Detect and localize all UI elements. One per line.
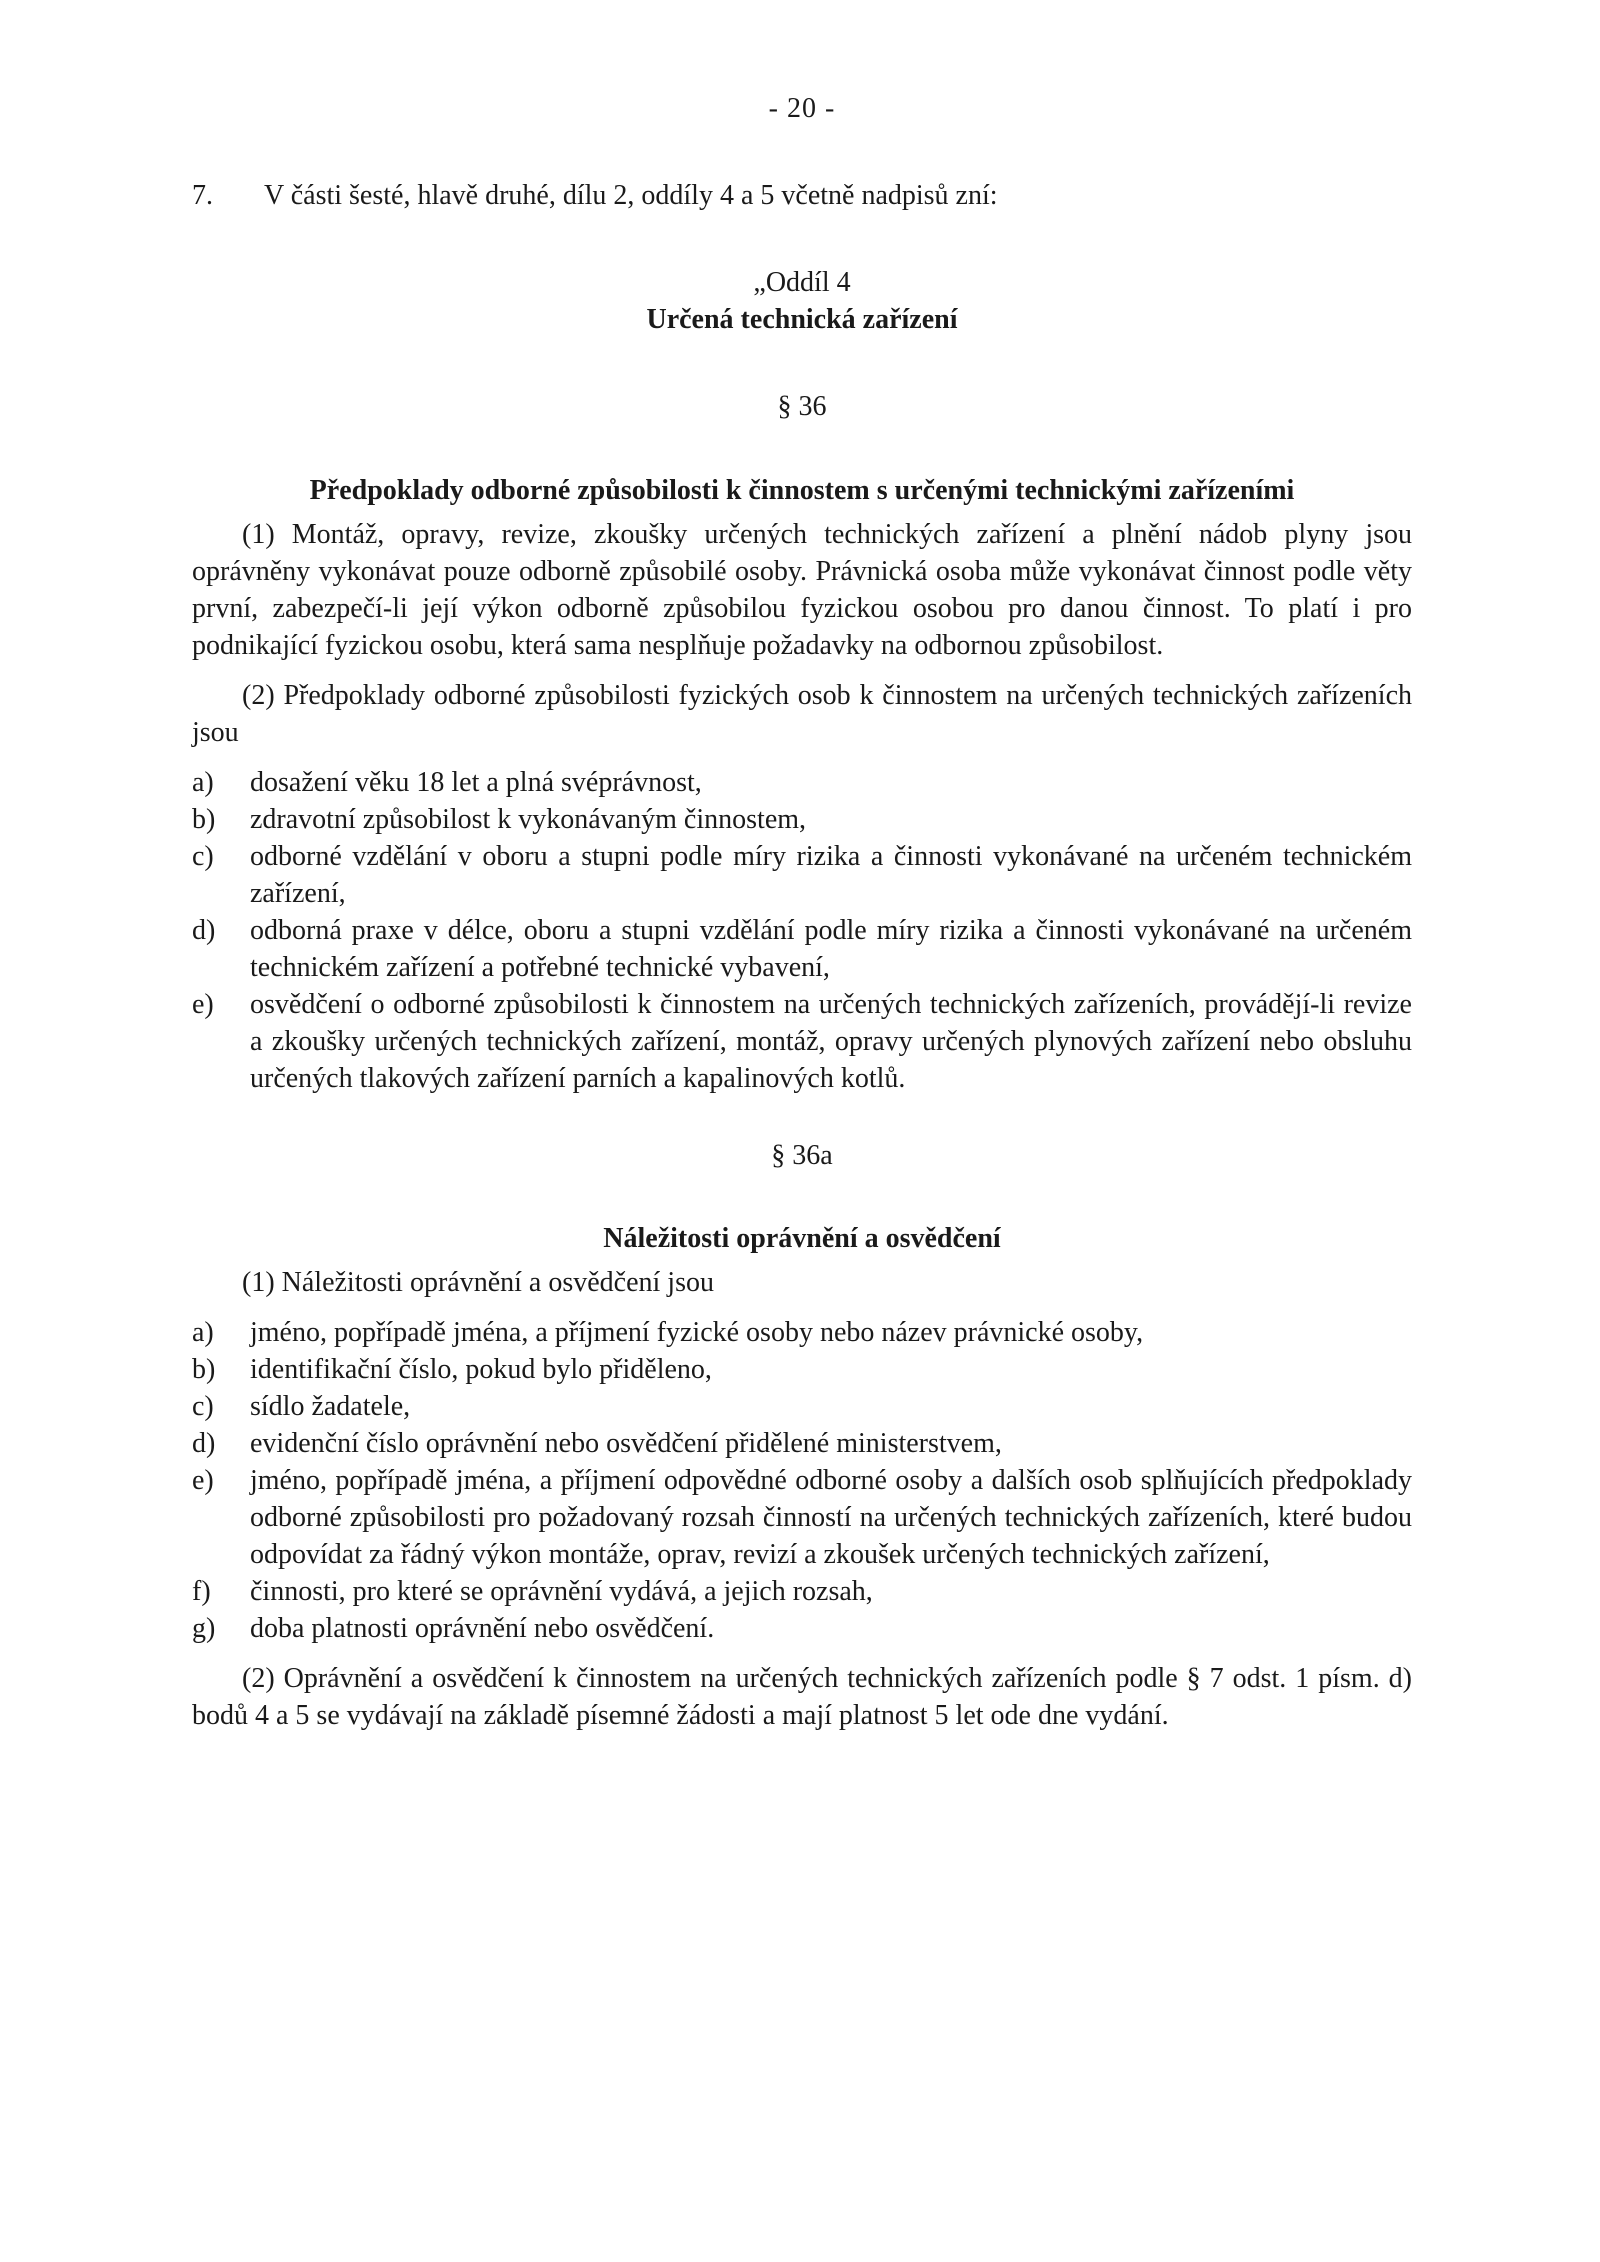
- list-letter: c): [192, 841, 214, 872]
- list-text: zdravotní způsobilost k vykonávaným činnostem,: [250, 804, 807, 835]
- list-letter: f): [192, 1576, 211, 1607]
- section-title: Určená technická zařízení: [646, 304, 958, 335]
- list-text: doba platnosti oprávnění nebo osvědčení.: [250, 1613, 715, 1644]
- list-item: [192, 1425, 1412, 1462]
- list-item: [192, 1610, 1412, 1647]
- list-item: [192, 1388, 1412, 1425]
- list-text: jméno, popřípadě jména, a příjmení fyzické osoby nebo název právnické osoby,: [250, 1317, 1144, 1348]
- s36-subsection-1: (1) Montáž, opravy, revize, zkoušky určených technických zařízení a plnění nádob plyny jsou oprávněny vykonávat pouze odborně způsobilé osoby. Právnická osoba může vykonávat činnost podle věty první, zabezpečí-li její výkon odborně způsobilou fyzickou osobou pro danou činnost. To platí i pro podnikající fyzickou osobu, která sama nesplňuje požadavky na odbornou způsobilost.: [192, 519, 1412, 661]
- list-item: [192, 1351, 1412, 1388]
- document-page: [192, 90, 1412, 1747]
- list-text: sídlo žadatele,: [250, 1391, 411, 1422]
- list-text: osvědčení o odborné způsobilosti k činnostem na určených technických zařízeních, provádějí-li revize a zkoušky určených technických zařízení, montáž, opravy určených plynových zařízení nebo obsluhu určených tlakových zařízení parních a kapalinových kotlů.: [250, 989, 1412, 1094]
- page-number: - 20 -: [768, 93, 836, 124]
- list-text: dosažení věku 18 let a plná svéprávnost,: [250, 767, 702, 798]
- list-item: [192, 801, 1412, 838]
- list-text: evidenční číslo oprávnění nebo osvědčení přidělené ministerstvem,: [250, 1428, 1002, 1459]
- list-letter: e): [192, 1465, 214, 1496]
- s36a-subsection-2: (2) Oprávnění a osvědčení k činnostem na určených technických zařízeních podle § 7 odst. 1 písm. d) bodů 4 a 5 se vydávají na základě písemné žádosti a mají platnost 5 let ode dne vydání.: [192, 1663, 1412, 1731]
- paragraph-sign-36: § 36: [777, 391, 827, 422]
- list-item: [192, 838, 1412, 912]
- list-item: [192, 986, 1412, 1097]
- amendment-item: [192, 177, 1412, 214]
- list-letter: a): [192, 1317, 214, 1348]
- list-item: [192, 1314, 1412, 1351]
- list-item: [192, 1462, 1412, 1573]
- list-letter: e): [192, 989, 214, 1020]
- list-letter: g): [192, 1613, 216, 1644]
- item-text: V části šesté, hlavě druhé, dílu 2, oddíly 4 a 5 včetně nadpisů zní:: [264, 180, 998, 211]
- list-text: činnosti, pro které se oprávnění vydává, a jejich rozsah,: [250, 1576, 873, 1607]
- list-text: odborná praxe v délce, oboru a stupni vzdělání podle míry rizika a činnosti vykonávané na určeném technickém zařízení a potřebné technické vybavení,: [250, 915, 1412, 983]
- list-letter: d): [192, 915, 216, 946]
- list-letter: b): [192, 804, 216, 835]
- section-label: „Oddíl 4: [753, 267, 851, 298]
- list-text: jméno, popřípadě jména, a příjmení odpovědné odborné osoby a dalších osob splňujících předpoklady odborné způsobilosti pro požadovaný rozsah činností na určených technických zařízeních, které budou odpovídat za řádný výkon montáže, oprav, revizí a zkoušek určených technických zařízení,: [250, 1465, 1412, 1570]
- list-text: odborné vzdělání v oboru a stupni podle míry rizika a činnosti vykonávané na určeném technickém zařízení,: [250, 841, 1412, 909]
- list-item: [192, 1573, 1412, 1610]
- list-letter: c): [192, 1391, 214, 1422]
- list-letter: a): [192, 767, 214, 798]
- list-letter: b): [192, 1354, 216, 1385]
- paragraph-sign-36a: § 36a: [771, 1140, 833, 1171]
- paragraph-heading-36: Předpoklady odborné způsobilosti k činnostem s určenými technickými zařízeními: [309, 475, 1295, 506]
- s36-subsection-2: (2) Předpoklady odborné způsobilosti fyzických osob k činnostem na určených technických zařízeních jsou: [192, 680, 1412, 748]
- list-letter: d): [192, 1428, 216, 1459]
- s36a-subsection-1: (1) Náležitosti oprávnění a osvědčení jsou: [242, 1267, 714, 1298]
- item-number: 7.: [192, 180, 213, 211]
- s36a-list: [192, 1314, 1412, 1647]
- s36-list: [192, 764, 1412, 1097]
- list-item: [192, 764, 1412, 801]
- list-text: identifikační číslo, pokud bylo přiděleno,: [250, 1354, 712, 1385]
- paragraph-heading-36a: Náležitosti oprávnění a osvědčení: [603, 1223, 1001, 1254]
- list-item: [192, 912, 1412, 986]
